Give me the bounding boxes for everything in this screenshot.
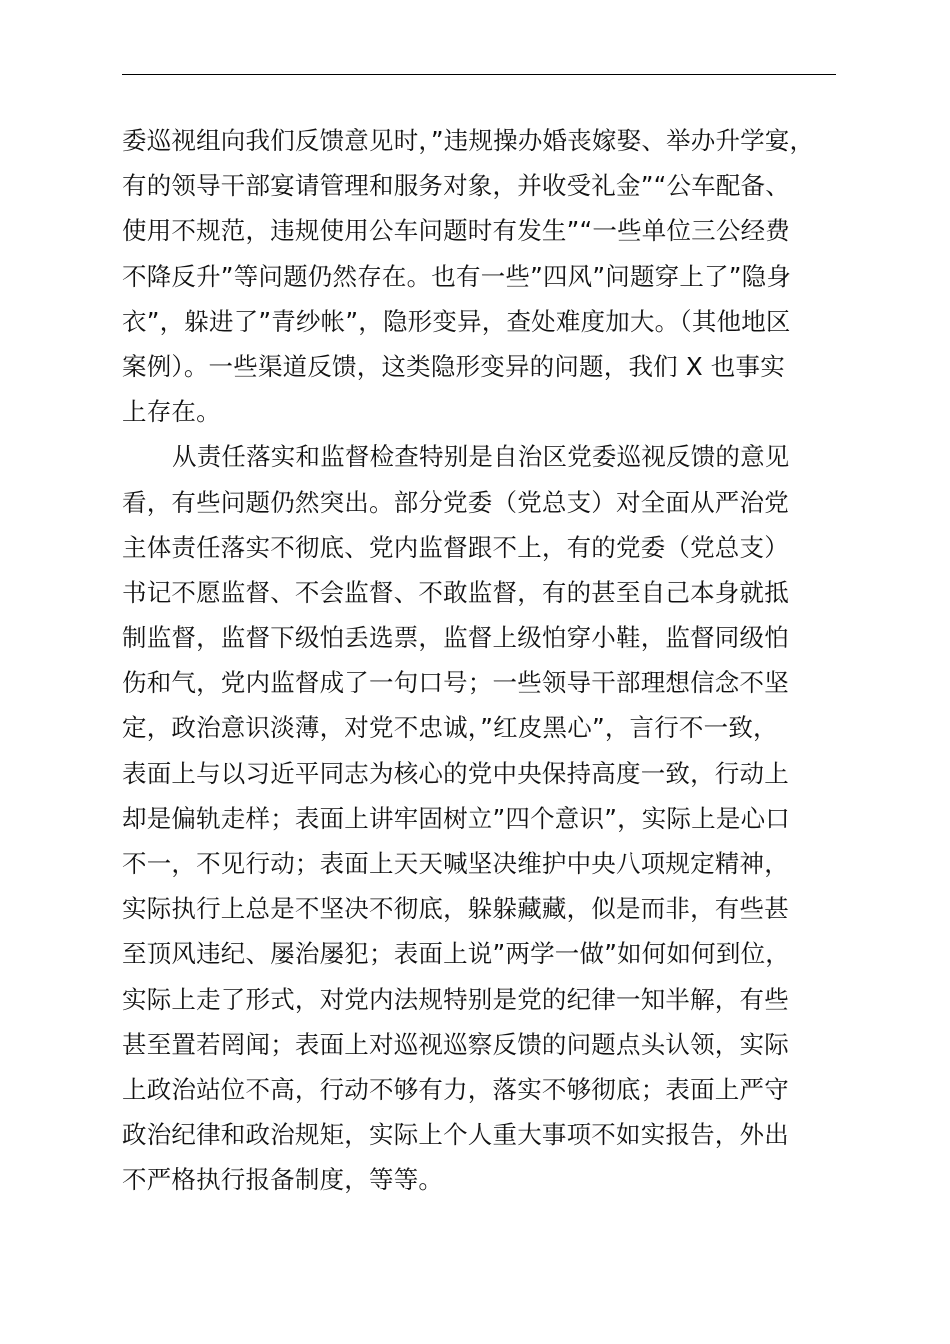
text-line: 书记不愿监督、不会监督、不敢监督，有的甚至自己本身就抵 [122, 577, 789, 607]
text-line: 表面上与以习近平同志为核心的党中央保持高度一致，行动上 [122, 758, 789, 788]
text-line: 甚至置若罔闻；表面上对巡视巡察反馈的问题点头认领，实际 [122, 1029, 789, 1059]
paragraph-2 [122, 434, 842, 1202]
text-line: 主体责任落实不彻底、党内监督跟不上，有的党委（党总支） [122, 532, 789, 562]
text-line: 不降反升”等问题仍然存在。也有一些”四风”问题穿上了”隐身 [122, 261, 792, 291]
body-text [122, 118, 842, 1203]
text-line: 案例）。一些渠道反馈，这类隐形变异的问题，我们 X 也事实 [122, 351, 785, 381]
text-line: 却是偏轨走样；表面上讲牢固树立”四个意识”，实际上是心口 [122, 803, 790, 833]
text-line: 不一，不见行动；表面上天天喊坚决维护中央八项规定精神， [122, 849, 789, 878]
text-line: 看，有些问题仍然突出。部分党委（党总支）对全面从严治党 [122, 487, 789, 517]
text-line: 制监督，监督下级怕丢选票，监督上级怕穿小鞋，监督同级怕 [122, 623, 789, 653]
text-line: 委巡视组向我们反馈意见时，”违规操办婚丧嫁娶、举办升学宴， [122, 126, 815, 155]
text-line: 至顶风违纪、屡治屡犯；表面上说”两学一做”如何如何到位， [122, 939, 790, 969]
text-line: 使用不规范，违规使用公车问题时有发生”“一些单位三公经费 [122, 216, 790, 246]
text-line: 伤和气，党内监督成了一句口号；一些领导干部理想信念不坚 [122, 668, 789, 698]
text-line: 不严格执行报备制度，等等。 [122, 1165, 444, 1195]
text-line: 有的领导干部宴请管理和服务对象，并收受礼金”“公车配备、 [122, 171, 790, 201]
paragraph-1 [122, 118, 842, 434]
text-line: 上存在。 [122, 397, 221, 427]
text-line: 衣”，躲进了”青纱帐”，隐形变异，查处难度加大。（其他地区 [122, 306, 791, 336]
header-rule [122, 74, 836, 75]
text-line: 从责任落实和监督检查特别是自治区党委巡视反馈的意见 [172, 442, 790, 472]
text-line: 政治纪律和政治规矩，实际上个人重大事项不如实报告，外出 [122, 1120, 789, 1150]
text-line: 实际上走了形式，对党内法规特别是党的纪律一知半解，有些 [122, 984, 789, 1014]
text-line: 上政治站位不高，行动不够有力，落实不够彻底；表面上严守 [122, 1074, 789, 1104]
text-line: 定，政治意识淡薄，对党不忠诚，”红皮黑心”，言行不一致， [122, 713, 778, 743]
text-line: 实际执行上总是不坚决不彻底，躲躲藏藏，似是而非，有些甚 [122, 894, 789, 924]
